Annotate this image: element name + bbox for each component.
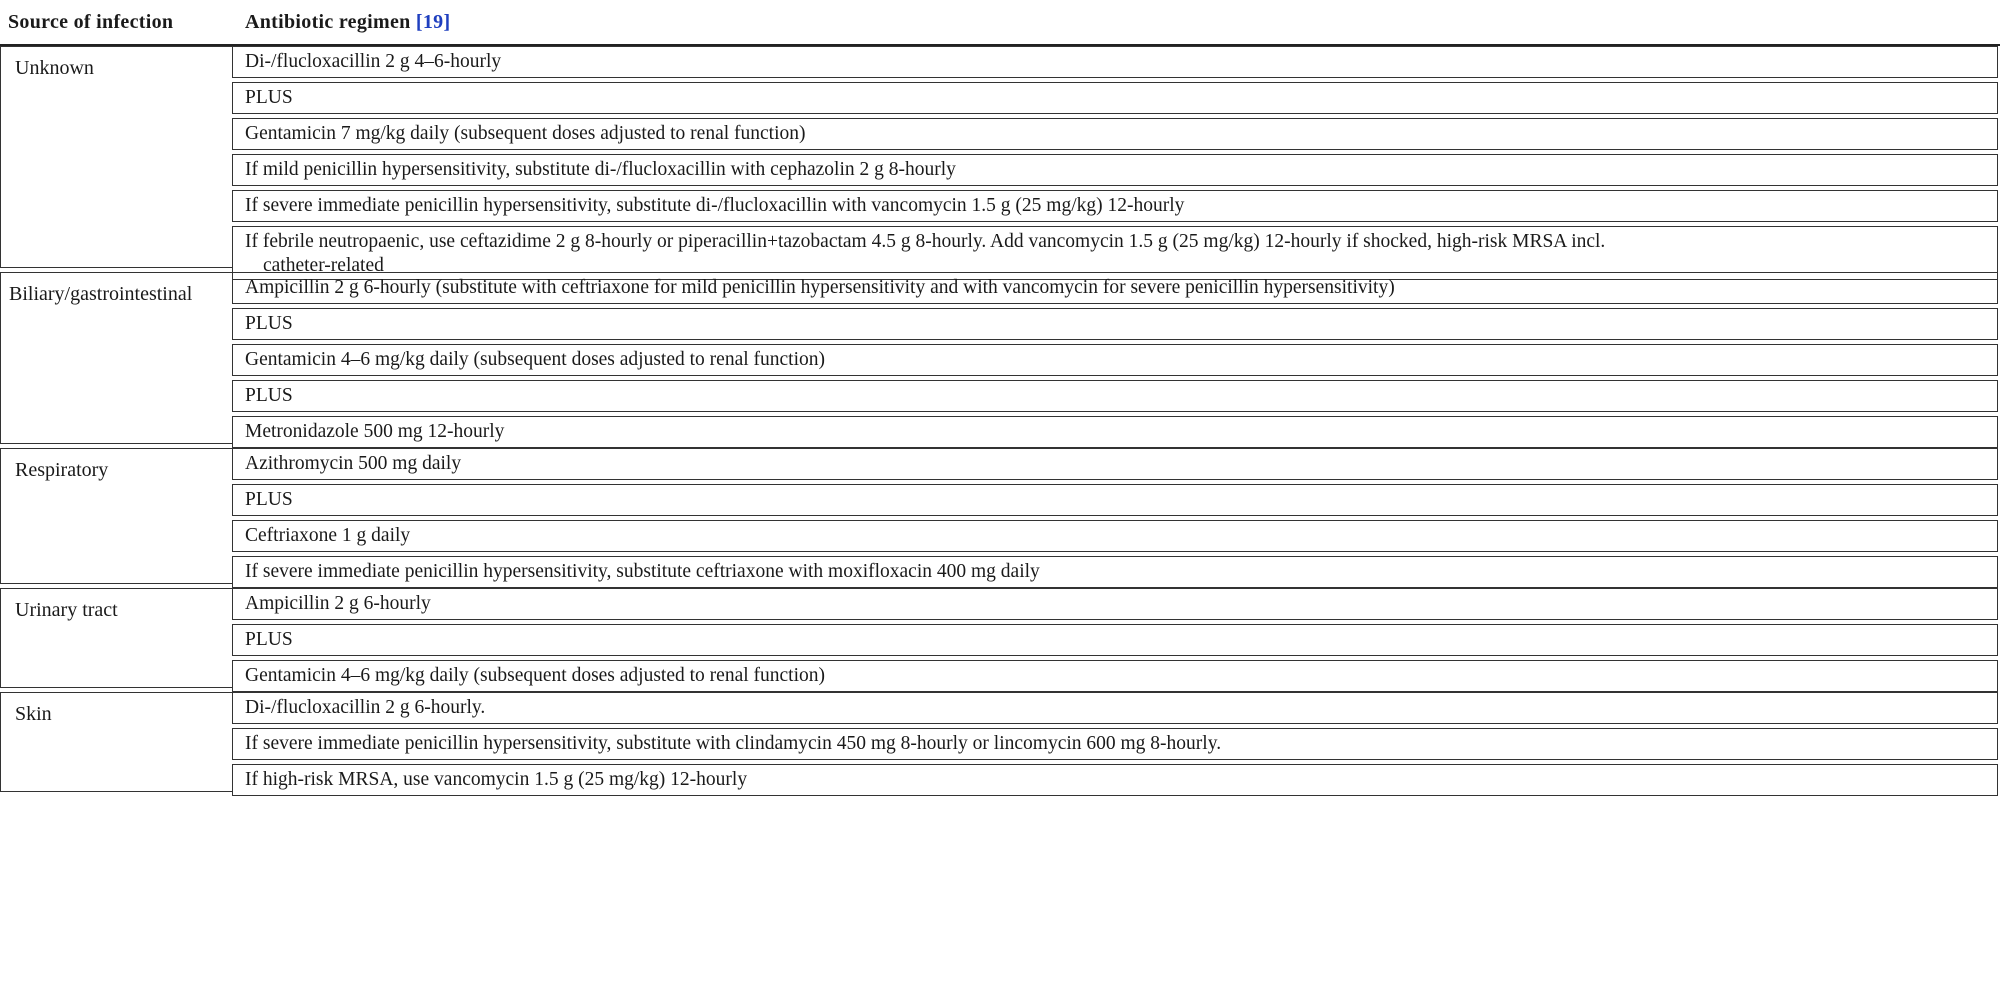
regimen-row: PLUS	[232, 484, 1998, 516]
source-cell: Unknown	[0, 46, 232, 268]
header-antibiotic-regimen	[245, 0, 450, 44]
regimen-row: Di-/flucloxacillin 2 g 4–6-hourly	[232, 46, 1998, 78]
regimen-row: Gentamicin 4–6 mg/kg daily (subsequent doses adjusted to renal function)	[232, 344, 1998, 376]
regimen-row: If severe immediate penicillin hypersensitivity, substitute with clindamycin 450 mg 8-hourly or lincomycin 600 mg 8-hourly.	[232, 728, 1998, 760]
regimen-row: Ceftriaxone 1 g daily	[232, 520, 1998, 552]
regimen-row: Azithromycin 500 mg daily	[232, 448, 1998, 480]
regimen-row: Ampicillin 2 g 6-hourly	[232, 588, 1998, 620]
regimen-row: If severe immediate penicillin hypersensitivity, substitute di-/flucloxacillin with vancomycin 1.5 g (25 mg/kg) 12-hourly	[232, 190, 1998, 222]
regimen-row-text: If febrile neutropaenic, use ceftazidime 2 g 8-hourly or piperacillin+tazobactam 4.5 g 8-hourly. Add vancomycin 1.5 g (25 mg/kg) 12-hourly if shocked, high-risk MRSA incl.	[245, 231, 1606, 252]
source-cell: Respiratory	[0, 448, 232, 584]
regimen-row: PLUS	[232, 624, 1998, 656]
header-regimen-label: Antibiotic regimen	[245, 11, 411, 33]
source-cell: Biliary/gastrointestinal	[0, 272, 232, 444]
source-cell: Urinary tract	[0, 588, 232, 688]
regimen-row: Gentamicin 7 mg/kg daily (subsequent doses adjusted to renal function)	[232, 118, 1998, 150]
regimen-row: Di-/flucloxacillin 2 g 6-hourly.	[232, 692, 1998, 724]
reference-link[interactable]: [19]	[415, 11, 451, 33]
regimen-row: PLUS	[232, 82, 1998, 114]
regimen-row: Gentamicin 4–6 mg/kg daily (subsequent doses adjusted to renal function)	[232, 660, 1998, 692]
regimen-row: If mild penicillin hypersensitivity, substitute di-/flucloxacillin with cephazolin 2 g 8-hourly	[232, 154, 1998, 186]
regimen-row: Ampicillin 2 g 6-hourly (substitute with ceftriaxone for mild penicillin hypersensitivity and with vancomycin for severe penicillin hypersensitivity)	[232, 272, 1998, 304]
table-header	[0, 0, 2000, 46]
regimen-row-continuation: catheter-related	[263, 255, 384, 276]
regimen-row: If severe immediate penicillin hypersensitivity, substitute ceftriaxone with moxifloxacin 400 mg daily	[232, 556, 1998, 588]
source-cell: Skin	[0, 692, 232, 792]
header-source-of-infection: Source of infection	[8, 11, 174, 33]
regimen-row: If high-risk MRSA, use vancomycin 1.5 g (25 mg/kg) 12-hourly	[232, 764, 1998, 796]
regimen-row: PLUS	[232, 380, 1998, 412]
regimen-row: PLUS	[232, 308, 1998, 340]
regimen-row: Metronidazole 500 mg 12-hourly	[232, 416, 1998, 448]
